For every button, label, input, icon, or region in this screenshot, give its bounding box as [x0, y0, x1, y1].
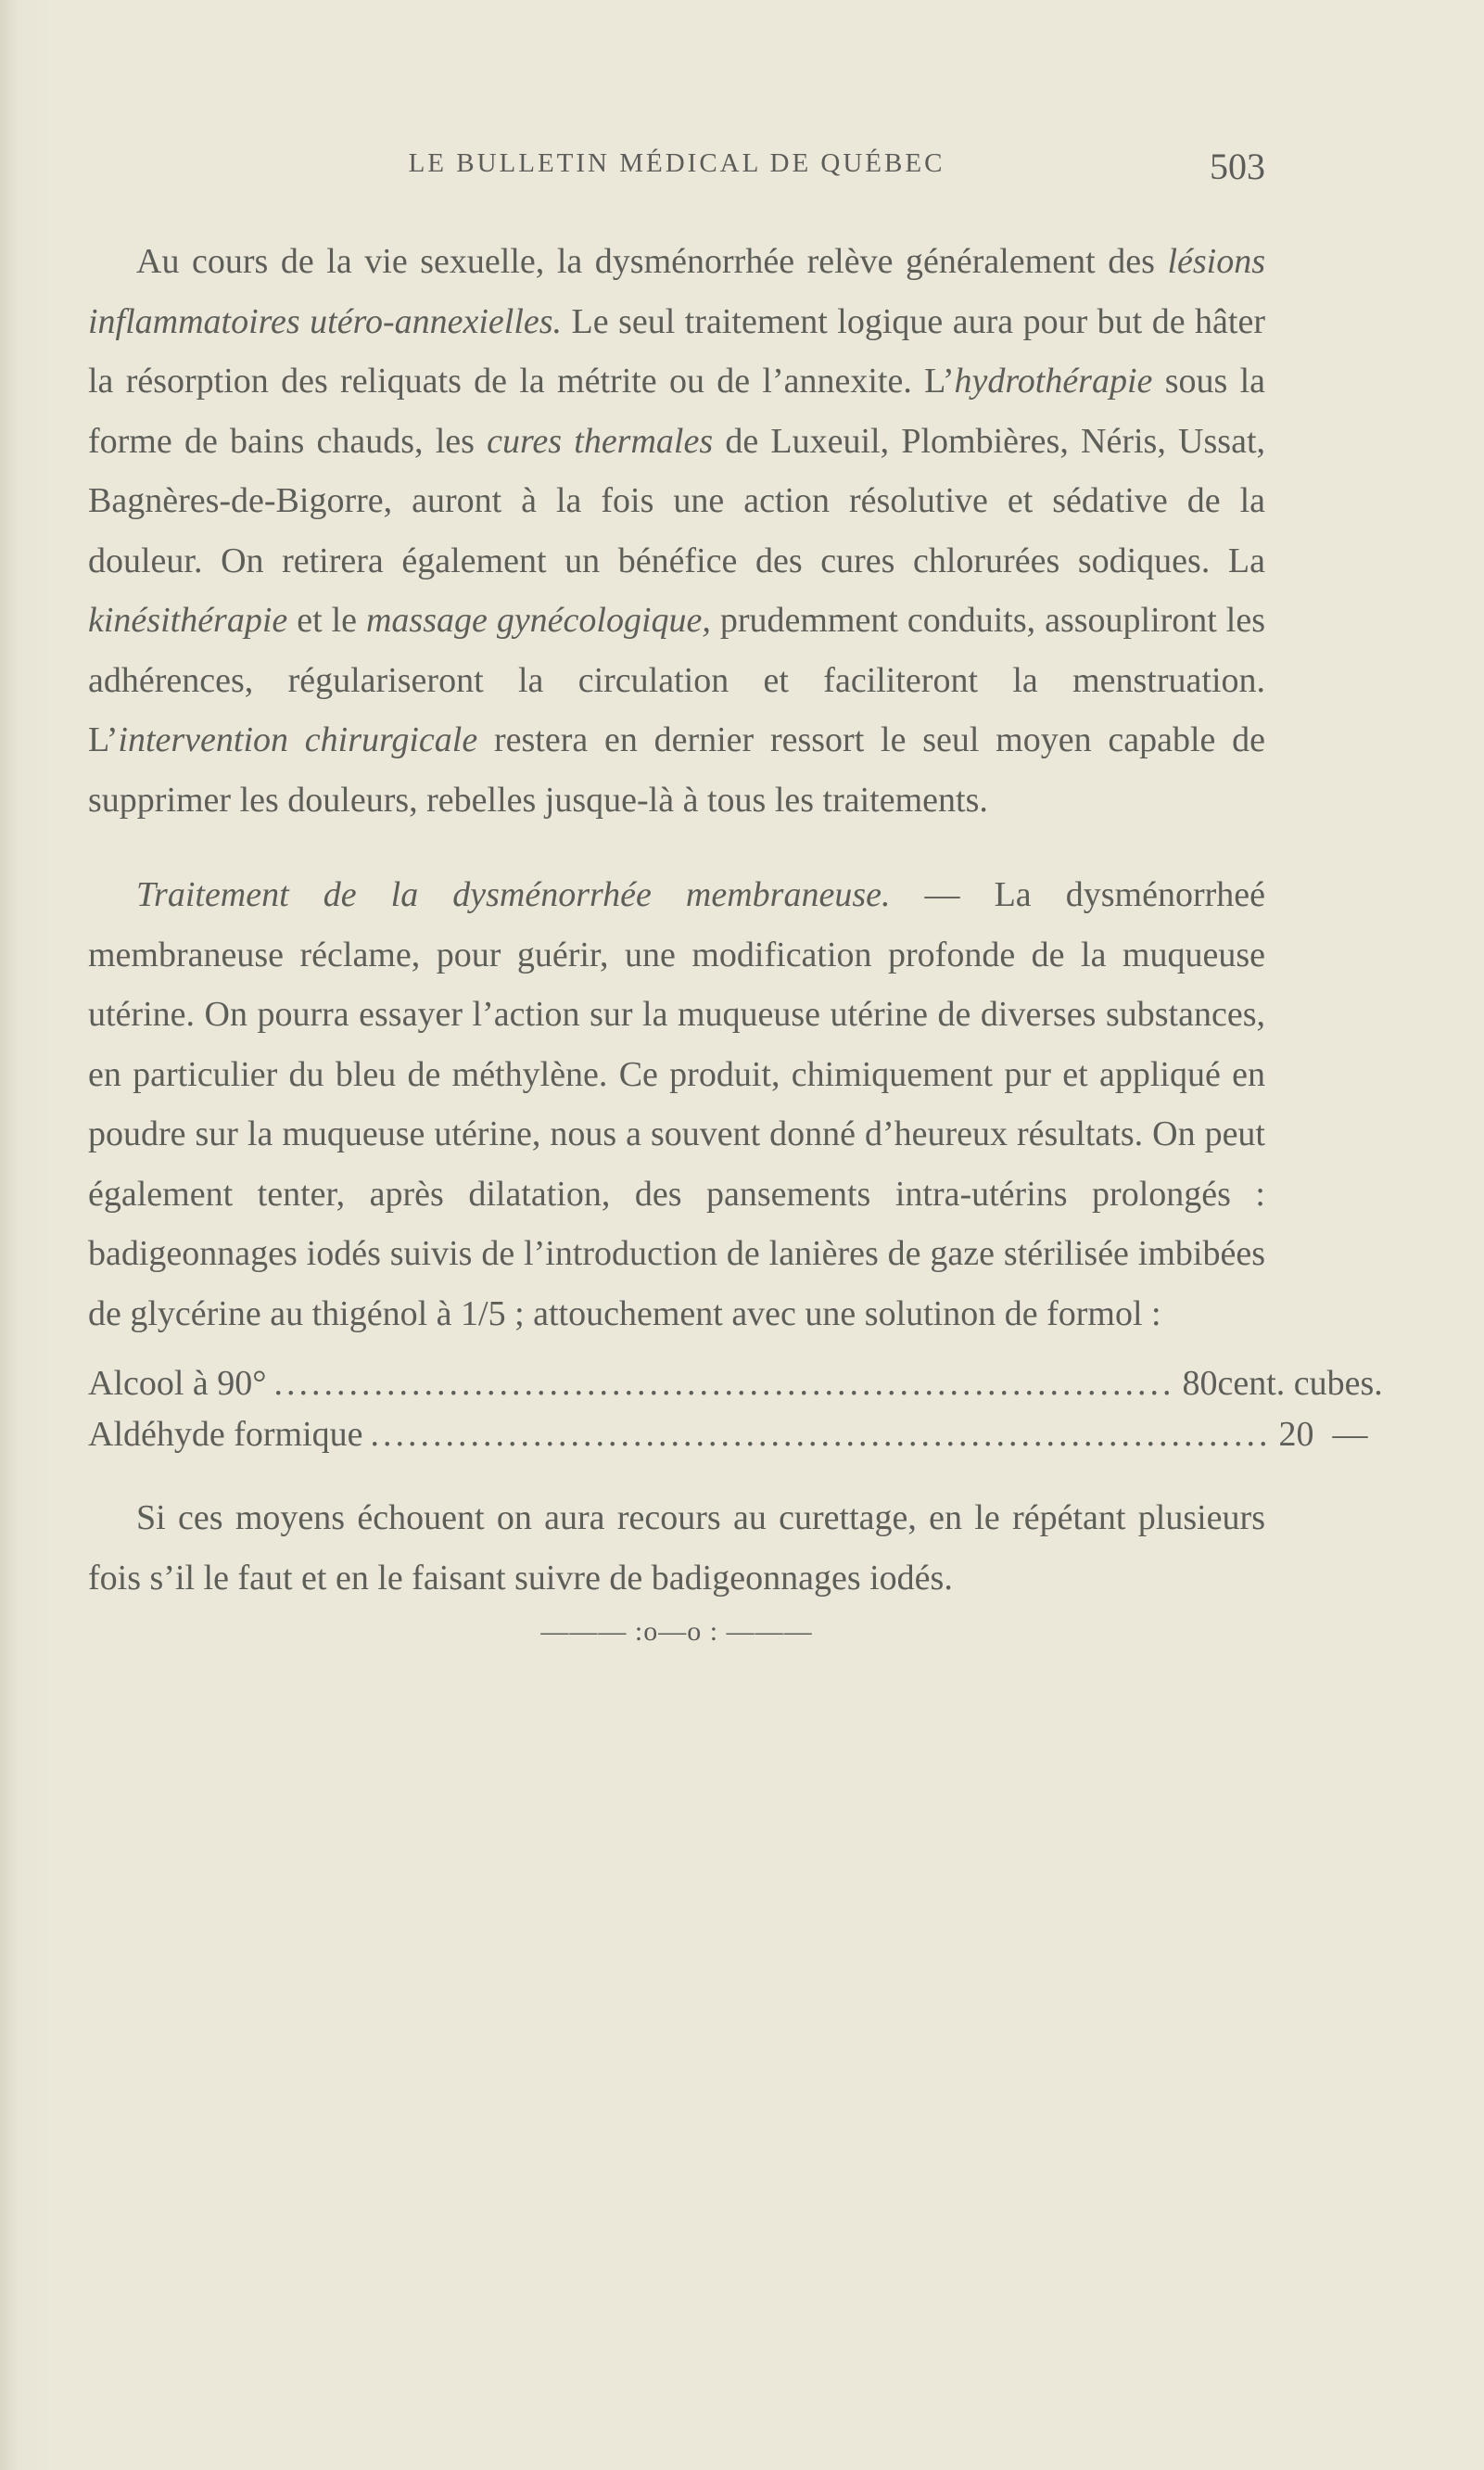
leader-dots: ........................................................................: [370, 1415, 1272, 1454]
text-run: restera en dernier ressort le seul moyen capable de supprimer les douleurs, rebelles jusque-là à tous les traitements.: [88, 720, 1265, 820]
italic-term: lésions inflammatoires utéro-annexielles.: [88, 242, 1265, 341]
paragraph-membranous-dysmenorrhea: [88, 865, 1265, 1343]
section-ornament: ——— :o—o : ———: [540, 1616, 813, 1647]
formula-list: [88, 1358, 1383, 1460]
ingredient-quantity: 80: [1182, 1364, 1218, 1403]
ingredient-name: Alcool à 90°: [88, 1364, 267, 1403]
running-title: LE BULLETIN MÉDICAL DE QUÉBEC: [408, 148, 945, 178]
italic-term: massage gynécologique,: [365, 601, 711, 640]
italic-term: kinésithérapie: [88, 601, 288, 640]
page-header: [88, 148, 1265, 195]
text-run: sous la forme de bains chauds, les: [88, 362, 1265, 461]
page-number: 503: [1210, 146, 1265, 187]
paragraph-curettage: Si ces moyens échouent on aura recours au curettage, en le répétant plusieurs fois s’il le faut et en le faisant suivre de badigeonnages iodés.: [88, 1498, 1265, 1598]
ingredient-unit: —: [1332, 1415, 1368, 1454]
text-run: — La dysménorrheé membraneuse réclame, pour guérir, une modification profonde de la muqueuse utérine. On pourra essayer l’action sur la muqueuse utérine de diverses substances, en particulier du bleu de méthylène. Ce produit, chimiquement pur et appliqué en poudre sur la muqueuse utérine, nous a souvent donné d’heureux résultats. On peut également tenter, après dilatation, des pansements intra-utérins prolongés : badigeonnages iodés suivis de l’introduction de lanières de gaze stérilisée imbibées de glycérine au thigénol à 1/5 ; attouchement avec une solutinon de formol :: [88, 875, 1265, 1333]
section-heading-italic: Traitement de la dysménorrhée membraneuse.: [136, 875, 891, 914]
page-body: [88, 232, 1383, 1650]
text-run: de Luxeuil, Plombières, Néris, Ussat, Bagnères-de-Bigorre, auront à la fois une action résolutive et sédative de la douleur. On retirera également un bénéfice des cures chlorurées sodiques. La: [88, 421, 1266, 580]
text-run: prudemment conduits, assoupliront les adhérences, régulariseront la circulation et faciliteront la menstruation. L’: [88, 601, 1266, 759]
text-run: et le: [287, 601, 366, 640]
italic-term: hydrothérapie: [954, 362, 1153, 401]
formula-row: [88, 1409, 1368, 1460]
paragraph-menstrual-treatment: [88, 232, 1265, 830]
italic-term: intervention chirurgicale: [118, 720, 478, 759]
text-run: Le seul traitement logique aura pour but de hâter la résorption des reliquats de la métrite ou de l’annexite. L’: [88, 301, 1265, 401]
formula-row: [88, 1358, 1383, 1409]
ingredient-quantity: 20: [1278, 1415, 1314, 1454]
ingredient-name: Aldéhyde formique: [88, 1415, 363, 1454]
leader-dots: ........................................................................: [273, 1364, 1175, 1403]
italic-term: cures thermales: [487, 421, 714, 461]
ingredient-unit: cent. cubes.: [1217, 1364, 1383, 1403]
text-run: Au cours de la vie sexuelle, la dysménorrhée relève généralement des: [136, 242, 1168, 281]
